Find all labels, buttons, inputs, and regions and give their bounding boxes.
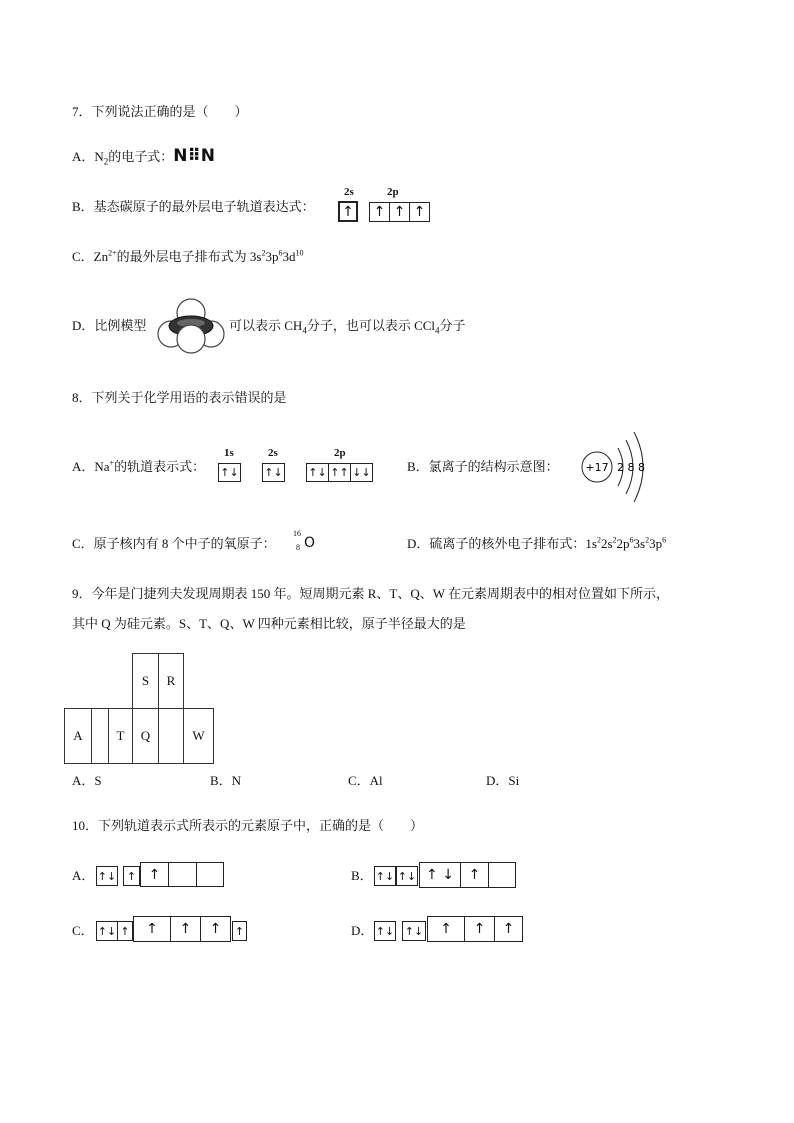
q8-stem: 8．下列关于化学用语的表示错误的是 xyxy=(72,390,287,405)
orbital-label-1s: 1s xyxy=(224,447,234,459)
q10-option-c-label: C． xyxy=(72,923,94,938)
config-3p-count: 6 xyxy=(662,535,667,545)
table-cell-s: S xyxy=(132,653,159,709)
q8-option-c-text: C．原子核内有 8 个中子的氧原子： xyxy=(72,536,276,551)
config-2p-count: 6 xyxy=(629,535,634,545)
orbital-box-1s: ↑↓ xyxy=(374,921,396,941)
q10-stem: 10．下列轨道表示式所表示的元素原子中，正确的是（ ） xyxy=(72,818,424,833)
n2-electron-formula: N⠿N xyxy=(173,146,216,166)
orbital-box-2p-3 xyxy=(488,862,516,888)
table-cell-empty-2 xyxy=(158,708,184,764)
q7-c-p: 3p xyxy=(265,249,279,264)
q7-d-sub2: 4 xyxy=(435,325,440,336)
q7-c-sup: 2+ xyxy=(108,248,117,258)
q7-c-d: 3d xyxy=(282,249,296,264)
element-symbol: O xyxy=(304,535,316,551)
table-cell-t: T xyxy=(108,708,133,764)
q7-stem: 7．下列说法正确的是（ ） xyxy=(72,104,248,119)
orbital-box-2p-3: ↓↓ xyxy=(350,463,373,482)
q7-option-d-rest xyxy=(229,318,466,334)
orbital-box-2p-1: ↑ xyxy=(133,916,171,942)
orbital-box-2p-1: ↑↓ xyxy=(306,463,329,482)
q8-d-prefix: D．硫离子的核外电子排布式： xyxy=(407,536,586,551)
q7-option-c xyxy=(72,249,303,265)
space-filling-model-image xyxy=(155,296,227,356)
orbital-box-2s: ↑ xyxy=(338,201,358,222)
table-cell-a: A xyxy=(64,708,92,764)
sulfide-configuration xyxy=(585,536,666,551)
orbital-label-2s: 2s xyxy=(268,447,278,459)
orbital-box-2p-2: ↑ xyxy=(464,916,495,942)
orbital-box-2s: ↑ xyxy=(117,921,133,941)
q7-c-e2: 6 xyxy=(278,248,283,258)
orbital-box-2p-2: ↑ xyxy=(170,916,201,942)
q7-c-e1: 2 xyxy=(261,248,266,258)
electron-shells: 2 8 8 xyxy=(617,461,645,474)
orbital-box-2p-1: ↑ xyxy=(427,916,465,942)
orbital-box-2p-1: ↑ xyxy=(140,862,169,887)
chloride-structure-diagram xyxy=(578,430,658,506)
q10-option-a-label: A． xyxy=(72,868,95,883)
q8-a-sup: + xyxy=(109,458,115,468)
q7-a-sub: 2 xyxy=(103,156,109,167)
q9-option-c: C．Al xyxy=(348,773,383,788)
q7-d-mid1: 可以表示 CH xyxy=(229,318,303,333)
table-cell-w: W xyxy=(183,708,214,764)
orbital-box-2s: ↑↓ xyxy=(262,463,285,482)
orbital-box-1s: ↑↓ xyxy=(218,463,241,482)
q10-option-d-label: D． xyxy=(351,923,374,938)
orbital-label-2s: 2s xyxy=(344,186,354,198)
table-cell-q: Q xyxy=(132,708,159,764)
config-2s: 2s xyxy=(600,536,613,551)
orbital-label-2p: 2p xyxy=(387,186,399,198)
orbital-box-2p-2: ↑ xyxy=(460,862,489,888)
q7-c-mid: 的最外层电子排布式为 3s xyxy=(116,249,262,264)
q8-a-prefix: A．Na xyxy=(72,459,110,474)
table-cell-r: R xyxy=(158,653,184,709)
config-3s-count: 2 xyxy=(645,535,650,545)
q9-line1: 9．今年是门捷列夫发现周期表 150 年。短周期元素 R、T、Q、W 在元素周期表中的相对位置如下所示， xyxy=(72,586,670,601)
orbital-box-2p-3: ↑ xyxy=(494,916,523,942)
orbital-box-3s: ↑ xyxy=(232,921,247,941)
table-cell-empty-1 xyxy=(91,708,109,764)
orbital-box-2p-2: ↑↑ xyxy=(328,463,351,482)
atomic-number: 8 xyxy=(296,543,300,552)
orbital-box-2p-1: ↑ ↓ xyxy=(419,862,461,888)
q9-option-b: B．N xyxy=(210,773,242,788)
q8-a-suffix: 的轨道表示式： xyxy=(114,459,206,474)
q10-option-b-label: B． xyxy=(351,868,373,883)
q7-option-b-text: B．基态碳原子的最外层电子轨道表达式： xyxy=(72,199,315,214)
orbital-box-2s: ↑↓ xyxy=(396,866,418,886)
orbital-box-2p-1: ↑ xyxy=(369,202,390,222)
mass-number: 16 xyxy=(293,529,301,538)
q8-option-a xyxy=(72,459,205,475)
q7-c-e3: 10 xyxy=(295,248,304,258)
orbital-box-2p-3: ↑ xyxy=(200,916,231,942)
q7-c-prefix: C．Zn xyxy=(72,249,109,264)
orbital-box-2s: ↑↓ xyxy=(402,921,426,941)
orbital-box-1s: ↑↓ xyxy=(374,866,396,886)
q8-option-b-text: B．氯离子的结构示意图： xyxy=(407,459,559,474)
orbital-box-2p-3 xyxy=(196,862,224,887)
q7-a-prefix: A．N xyxy=(72,149,104,164)
config-3p: 3p xyxy=(649,536,663,551)
config-1s-count: 2 xyxy=(596,535,601,545)
q9-option-d: D．Si xyxy=(486,773,520,788)
orbital-box-2p-2: ↑ xyxy=(389,202,410,222)
nucleus-charge: +17 xyxy=(585,461,609,474)
orbital-box-1s: ↑↓ xyxy=(96,921,118,941)
config-3s: 3s xyxy=(633,536,646,551)
config-2s-count: 2 xyxy=(612,535,617,545)
q7-a-suffix: 的电子式： xyxy=(108,149,174,164)
orbital-box-2p-2 xyxy=(168,862,197,887)
orbital-label-2p: 2p xyxy=(334,447,346,459)
orbital-box-1s: ↑↓ xyxy=(96,866,118,886)
q9-option-a: A．S xyxy=(72,773,102,788)
q7-option-a xyxy=(72,148,215,165)
orbital-box-2s: ↑ xyxy=(123,866,140,886)
q7-d-mid2: 分子，也可以表示 CCl xyxy=(306,318,436,333)
q8-option-d xyxy=(407,536,666,552)
q7-d-end: 分子 xyxy=(439,318,466,333)
config-2p: 2p xyxy=(616,536,630,551)
q7-d-sub1: 4 xyxy=(302,325,307,336)
config-1s: 1s xyxy=(585,536,597,551)
q7-option-d-prefix: D．比例模型 xyxy=(72,318,147,333)
orbital-box-2p-3: ↑ xyxy=(409,202,430,222)
q9-line2: 其中 Q 为硅元素。S、T、Q、W 四种元素相比较，原子半径最大的是 xyxy=(72,616,466,631)
